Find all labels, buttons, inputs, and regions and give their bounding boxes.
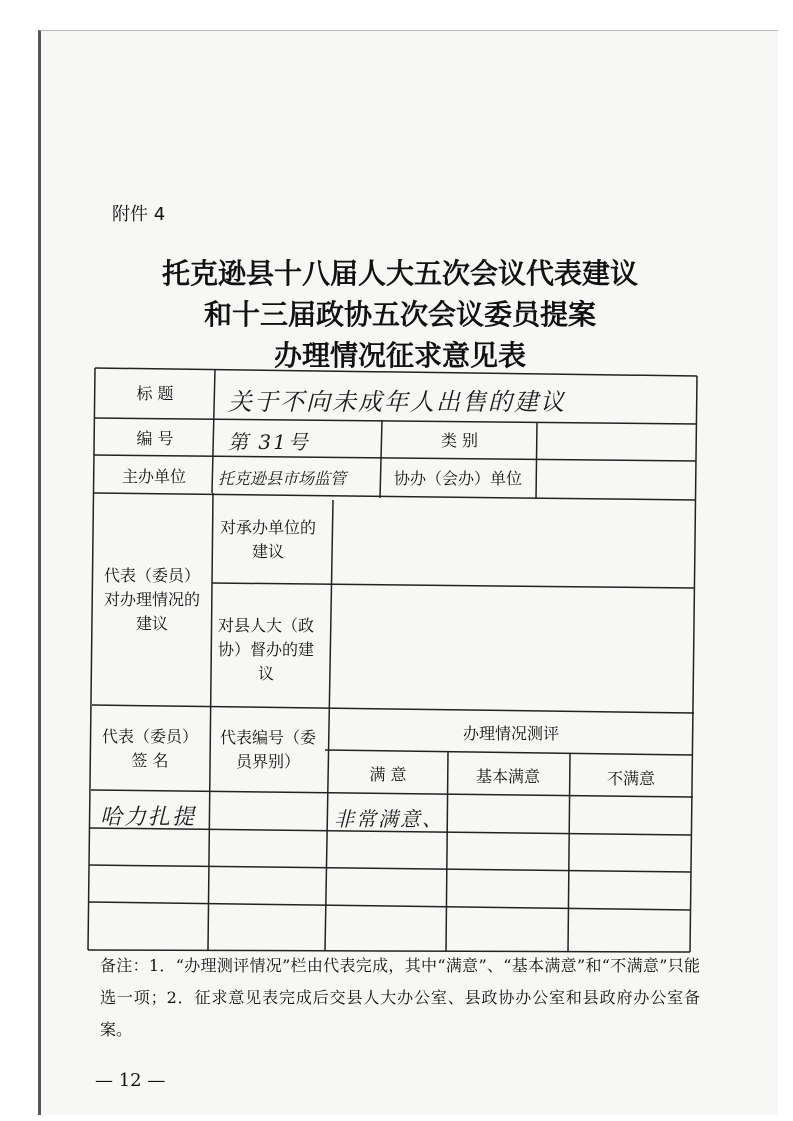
category-label: 类 别 [440,430,479,450]
to-supervise-label: 对县人大（政协）督办的建议 [217,616,314,683]
host-unit-label: 主办单位 [121,466,186,486]
opinion-group-label: 代表（委员）对办理情况的建议 [103,566,200,633]
to-unit-label: 对承办单位的建议 [219,518,316,561]
title-label: 标 题 [136,384,174,403]
evaluation-label: 办理情况测评 [462,724,559,743]
footnote: 备注：1．“办理测评情况”栏由代表完成，其中“满意”、“基本满意”和“不满意”只能选一项；2．征求意见表完成后交县人大办公室、县政协办公室和县政府办公室备案。 [100,956,700,1039]
doc-title-line-2: 和十三届政协五次会议委员提案 [203,298,596,331]
page-number: — 12 — [95,1070,166,1091]
rep-number-label: 代表编号（委员界别） [219,728,316,771]
doc-title-line-1: 托克逊县十八届人大五次会议代表建议 [161,257,638,290]
signature-label: 代表（委员）签 名 [101,727,198,770]
co-unit-label: 协办（会办）单位 [393,469,522,488]
basically-satisfied-label: 基本满意 [475,767,540,786]
satisfied-handwritten: 非常满意、 [334,807,444,831]
number-handwritten: 第 31号 [228,430,310,454]
title-handwritten: 关于不向未成年人出售的建议 [228,388,566,416]
doc-title-line-3: 办理情况征求意见表 [273,339,526,372]
unsatisfied-label: 不满意 [606,769,655,788]
number-label: 编 号 [136,428,174,448]
host-unit-handwritten: 托克逊县市场监管 [218,469,347,488]
annex-label: 附件 4 [112,204,166,225]
satisfied-label: 满 意 [369,765,407,784]
signature-handwritten: 哈力扎提 [100,805,197,830]
